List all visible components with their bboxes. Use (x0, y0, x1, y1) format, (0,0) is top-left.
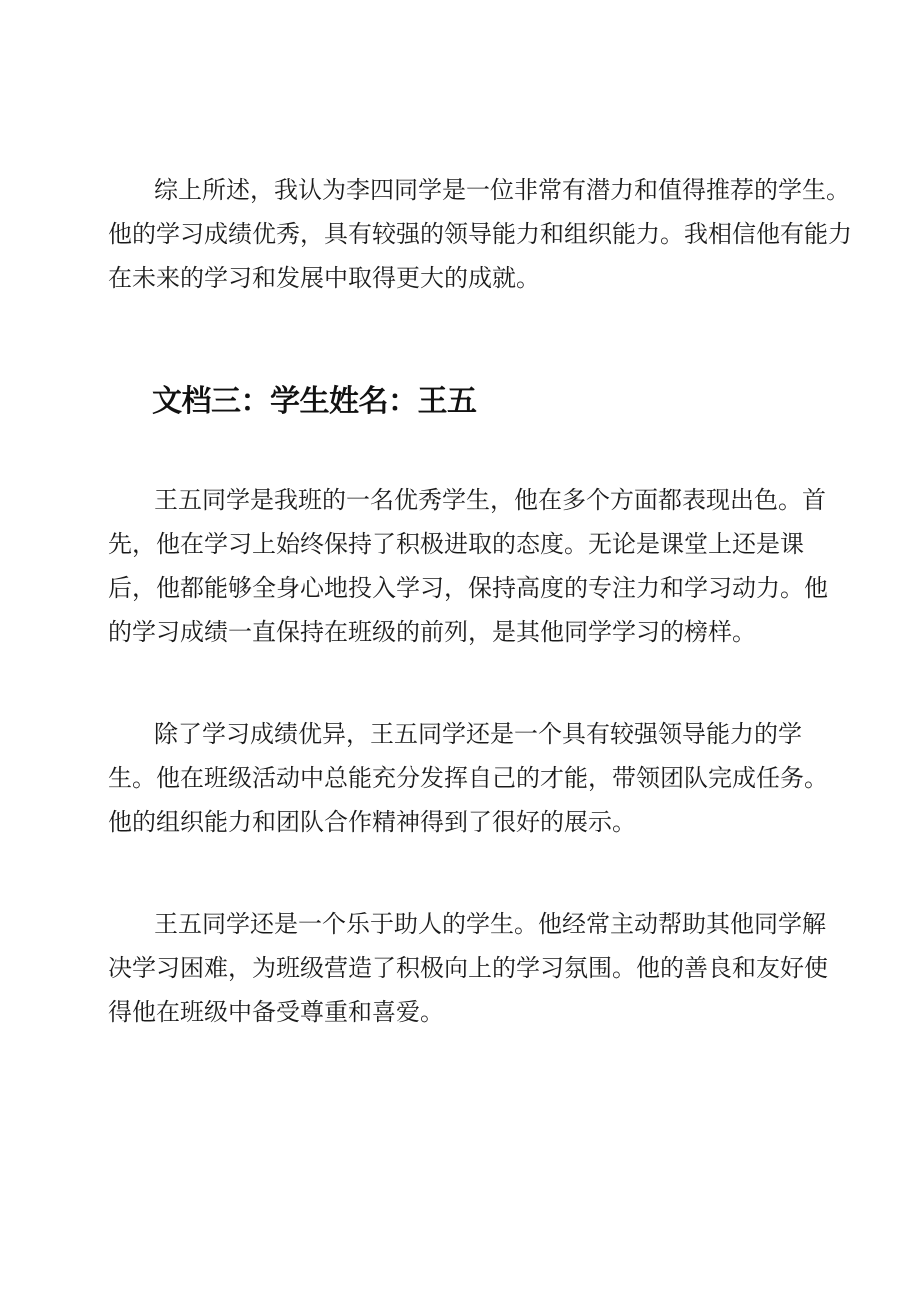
paragraph-conclusion-li-si (108, 168, 852, 300)
paragraph-line: 综上所述，我认为李四同学是一位非常有潜力和值得推荐的学生。 (154, 176, 850, 204)
paragraph-line: 他的学习成绩优秀，具有较强的领导能力和组织能力。我相信他有能力 (108, 220, 852, 248)
paragraph-line: 除了学习成绩优异，王五同学还是一个具有较强领导能力的学 (154, 720, 802, 748)
paragraph-leadership (108, 712, 848, 844)
paragraph-helpfulness (108, 902, 848, 1034)
paragraph-line: 决学习困难，为班级营造了积极向上的学习氛围。他的善良和友好使 (108, 954, 828, 982)
paragraph-line: 王五同学还是一个乐于助人的学生。他经常主动帮助其他同学解 (154, 910, 826, 938)
paragraph-line: 在未来的学习和发展中取得更大的成就。 (108, 264, 540, 292)
paragraph-line: 王五同学是我班的一名优秀学生，他在多个方面都表现出色。首 (154, 486, 826, 514)
paragraph-line: 得他在班级中备受尊重和喜爱。 (108, 998, 444, 1026)
section-heading: 文档三：学生姓名：王五 (152, 384, 477, 419)
paragraph-line: 生。他在班级活动中总能充分发挥自己的才能，带领团队完成任务。 (108, 764, 828, 792)
paragraph-intro-wang-wu (108, 478, 848, 654)
paragraph-line: 后，他都能够全身心地投入学习，保持高度的专注力和学习动力。他 (108, 574, 828, 602)
paragraph-line: 的学习成绩一直保持在班级的前列，是其他同学学习的榜样。 (108, 618, 756, 646)
paragraph-line: 他的组织能力和团队合作精神得到了很好的展示。 (108, 808, 636, 836)
paragraph-line: 先，他在学习上始终保持了积极进取的态度。无论是课堂上还是课 (108, 530, 804, 558)
